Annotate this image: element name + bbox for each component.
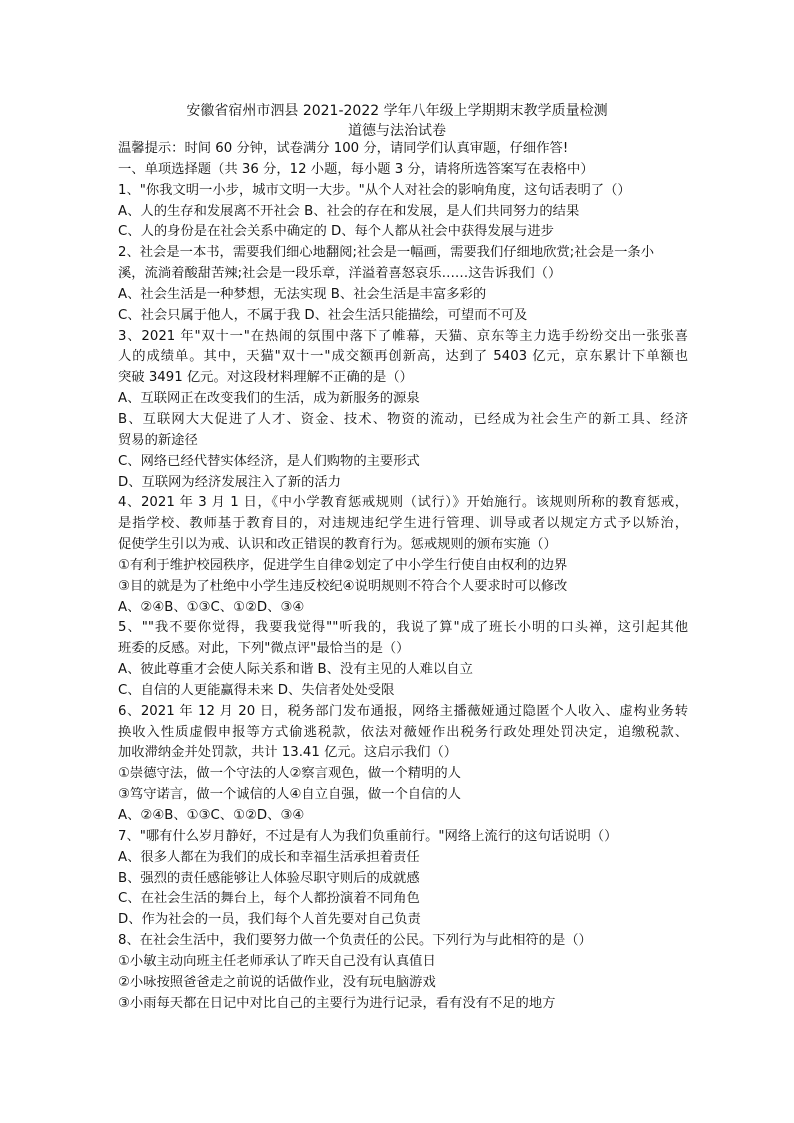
text-line: 溪，流淌着酸甜苦辣;社会是一段乐章，洋溢着喜怒哀乐……这告诉我们（） [118, 266, 562, 282]
text-line: B、强烈的责任感能够让人体验尽职守则后的成就感 [118, 870, 420, 886]
text-line: 贸易的新途径 [118, 432, 198, 448]
exam-header [0, 101, 794, 141]
text-line: 一、单项选择题（共 36 分，12 小题，每小题 3 分，请将所选答案写在表格中） [118, 161, 594, 177]
text-line: D、互联网为经济发展注入了新的活力 [118, 474, 341, 490]
text-line: C、自信的人更能赢得未来 D、失信者处处受限 [118, 682, 395, 698]
text-line: ①有利于维护校园秩序，促进学生自律②划定了中小学生行使自由权利的边界 [118, 557, 568, 573]
text-line: A、很多人都在为我们的成长和幸福生活承担着责任 [118, 849, 420, 865]
text-line: 3、2021 年"双十一"在热闹的氛围中落下了帷幕，天猫、京东等主力选手纷纷交出一张张喜 [118, 328, 688, 344]
text-line: C、人的身份是在社会关系中确定的 D、每个人都从社会中获得发展与进步 [118, 224, 554, 240]
text-line: 加收滞纳金并处罚款，共计 13.41 亿元。这启示我们（） [118, 745, 458, 761]
text-line: B、互联网大大促进了人才、资金、技术、物资的流动，已经成为社会生产的新工具、经济 [118, 411, 688, 427]
text-line: 突破 3491 亿元。对这段材料理解不正确的是（） [118, 370, 413, 386]
text-line: 换收入性质虚假申报等方式偷逃税款，依法对薇娅作出税务行政处理处罚决定，追缴税款、 [118, 724, 688, 740]
text-line: A、社会生活是一种梦想，无法实现 B、社会生活是丰富多彩的 [118, 286, 487, 302]
text-line: 4、2021 年 3 月 1 日，《中小学教育惩戒规则（试行）》开始施行。该规则所称的教育惩戒， [118, 495, 688, 511]
text-line: 2、社会是一本书，需要我们细心地翻阅;社会是一幅画，需要我们仔细地欣赏;社会是一条小 [118, 245, 654, 261]
text-line: A、互联网正在改变我们的生活，成为新服务的源泉 [118, 391, 420, 407]
text-line: D、作为社会的一员，我们每个人首先要对自己负责 [118, 912, 421, 928]
text-line: 6、2021 年 12 月 20 日，税务部门发布通报，网络主播薇娅通过隐匿个人收入、虚构业务转 [118, 703, 688, 719]
exam-subject: 道德与法治试卷 [348, 123, 446, 139]
text-line: 人的成绩单。其中，天猫"双十一"成交额再创新高，达到了 5403 亿元，京东累计下单额也 [118, 349, 688, 365]
text-line: ①崇德守法，做一个守法的人②察言观色，做一个精明的人 [118, 766, 461, 782]
text-line: 促使学生引以为戒、认识和改正错误的教育行为。惩戒规则的颁布实施（） [118, 537, 557, 553]
text-line: 班委的反感。对此，下列"微点评"最恰当的是（） [118, 641, 410, 657]
exam-body [118, 139, 688, 1014]
text-line: ①小敏主动向班主任老师承认了昨天自己没有认真值日 [118, 953, 436, 969]
text-line: 是指学校、教师基于教育目的，对违规违纪学生进行管理、训导或者以规定方式予以矫治， [118, 516, 688, 532]
text-line: A、②④B、①③C、①②D、③④ [118, 808, 305, 823]
text-line: 温馨提示：时间 60 分钟，试卷满分 100 分，请同学们认真审题，仔细作答! [118, 141, 569, 156]
text-line: A、人的生存和发展离不开社会 B、社会的存在和发展，是人们共同努力的结果 [118, 203, 580, 219]
text-line: A、②④B、①③C、①②D、③④ [118, 599, 305, 615]
text-line: A、彼此尊重才会使人际关系和谐 B、没有主见的人难以自立 [118, 662, 473, 678]
text-line: ③目的就是为了杜绝中小学生违反校纪④说明规则不符合个人要求时可以修改 [118, 578, 568, 594]
text-line: 5、""我不要你觉得，我要我觉得""听我的，我说了算"成了班长小明的口头禅，这引起其他 [118, 620, 688, 636]
text-line: C、社会只属于他人，不属于我 D、社会生活只能描绘，可望而不可及 [118, 307, 528, 323]
text-line: 7、"哪有什么岁月静好，不过是有人为我们负重前行。"网络上流行的这句话说明（） [118, 828, 618, 844]
exam-title: 安徽省宿州市泗县 2021-2022 学年八年级上学期期末教学质量检测 [186, 103, 608, 119]
text-line: ②小咏按照爸爸走之前说的话做作业，没有玩电脑游戏 [118, 974, 436, 990]
text-line: C、在社会生活的舞台上，每个人都扮演着不同角色 [118, 891, 420, 907]
text-line: ③小雨每天都在日记中对比自己的主要行为进行记录，看有没有不足的地方 [118, 995, 556, 1011]
text-line: 8、在社会生活中，我们要努力做一个负责任的公民。下列行为与此相符的是（） [118, 933, 592, 949]
text-line: 1、"你我文明一小步，城市文明一大步。"从个人对社会的影响角度，这句话表明了（） [118, 182, 631, 198]
text-line: C、网络已经代替实体经济，是人们购物的主要形式 [118, 453, 420, 469]
text-line: ③笃守诺言，做一个诚信的人④自立自强，做一个自信的人 [118, 787, 461, 803]
